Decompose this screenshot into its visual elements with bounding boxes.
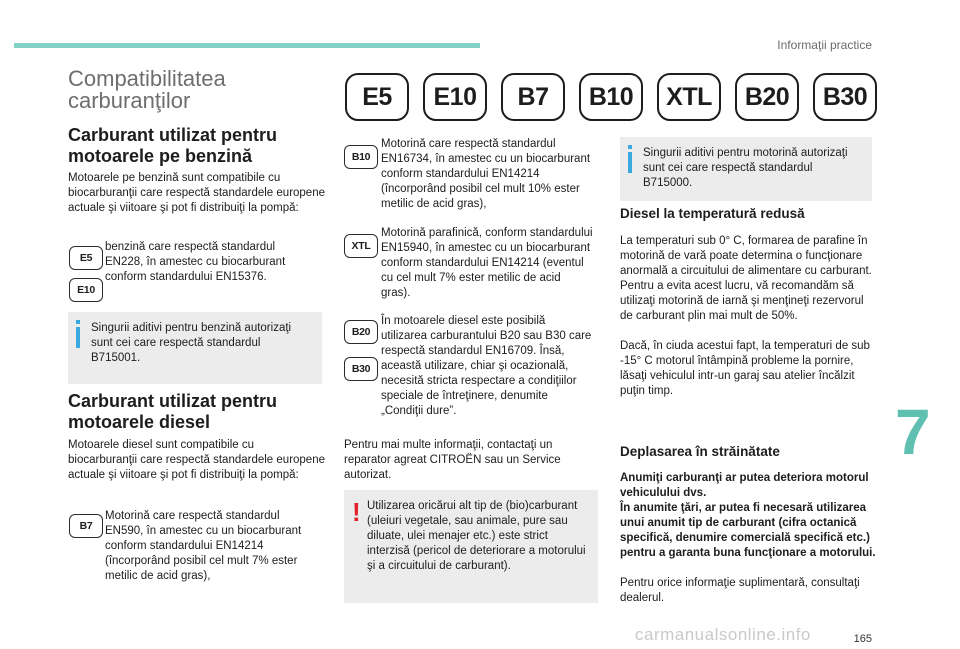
- watermark: carmanualsonline.info: [635, 625, 811, 644]
- warning-icon: !: [352, 497, 361, 527]
- petrol-additives-note: [68, 312, 322, 384]
- fuel-badge-b20: B20: [735, 73, 799, 121]
- petrol-additives-text: Singurii aditivi pentru benzină autorizaţi sunt cei care respectă standardul B715001.: [91, 322, 292, 364]
- info-icon: [628, 145, 632, 173]
- abroad-body: Pentru orice informaţie suplimentară, consultaţi dealerul.: [620, 577, 860, 604]
- diesel-intro: Motoarele diesel sunt compatibile cu biocarburanţii care respectă standardele europene actuale şi viitoare şi pot fi distribuiţi la pompă:: [68, 439, 325, 481]
- info-icon: [76, 320, 80, 348]
- header-accent-bar: [14, 43, 480, 48]
- diesel-additives-note: [620, 137, 872, 201]
- diesel-additives-text: Singurii aditivi pentru motorină autorizaţi sunt cei care respectă standardul B715000.: [643, 147, 848, 189]
- badge-e10: E10: [69, 278, 103, 302]
- biofuel-warning-text: Utilizarea oricărui alt tip de (bio)carburant (uleiuri vegetale, sau animale, pure sau diluate, ulei menajer etc.) este strict interzisă (pericol de deteriorare a motorului şi a circuitului de carburant).: [367, 500, 586, 572]
- page-title-line2: carburanţilor: [68, 88, 191, 113]
- fuel-badge-e5: E5: [345, 73, 409, 121]
- page-number: 165: [853, 633, 872, 645]
- page-title-line1: Compatibilitatea: [68, 66, 226, 91]
- section-title: Informaţii practice: [777, 38, 872, 52]
- cold-heading: Diesel la temperatură redusă: [620, 206, 805, 221]
- cold-body-1: La temperaturi sub 0° C, formarea de parafine în motorină de vară poate determina o funcţionare anormală a circuitului de alimentare cu carburant. Pentru a evita acest lucru, vă recomandăm să utilizaţi motorină de iarnă şi menţineţi rezervorul de carburant plin mai mult de 50%.: [620, 235, 872, 322]
- badge-xtl: XTL: [344, 234, 378, 258]
- badge-b20: B20: [344, 320, 378, 344]
- fuel-badge-xtl: XTL: [657, 73, 721, 121]
- diesel-heading-line2: motoarele diesel: [68, 412, 211, 432]
- biofuel-warning: [344, 490, 598, 603]
- fuel-badge-e10: E10: [423, 73, 487, 121]
- diesel-heading-line1: Carburant utilizat pentru: [68, 391, 278, 411]
- petrol-fuel-text: benzină care respectă standardul EN228, în amestec cu biocarburant conform standardului EN15376.: [105, 241, 286, 283]
- petrol-heading: [68, 125, 326, 167]
- fuel-badge-b10: B10: [579, 73, 643, 121]
- petrol-heading-line2: motoarele pe benzină: [68, 146, 253, 166]
- cold-body-2: Dacă, în ciuda acestui fapt, la temperaturi de sub -15° C motorul întâmpină probleme la pornire, lăsaţi vehiculul intr-un garaj sau atelier încălzit puţin timp.: [620, 340, 870, 397]
- diesel-xtl-text: Motorină parafinică, conform standardului EN15940, în amestec cu un biocarburant conform standardului EN14214 (eventul cu cel mult 7% ester metilic de acid gras).: [381, 227, 593, 299]
- petrol-intro: Motoarele pe benzină sunt compatibile cu biocarburanţii care respectă standardele europene actuale şi viitoare şi pot fi distribuiţi la pompă:: [68, 172, 325, 214]
- chapter-number: 7: [895, 396, 931, 468]
- diesel-b20-b30-text: În motoarele diesel este posibilă utilizarea carburantului B20 sau B30 care respectă standardul EN16709. Însă, această utilizare, chiar şi ocazională, necesită stricta respectare a condiţiilor speciale de întreţinere, denumite „Condiţii dure”.: [381, 315, 592, 417]
- badge-b7: B7: [69, 514, 103, 538]
- abroad-bold-1: Anumiţi carburanţi ar putea deteriora motorul vehiculului dvs.: [620, 472, 869, 499]
- page-title: [68, 68, 318, 112]
- diesel-heading: [68, 391, 326, 433]
- abroad-heading: Deplasarea în străinătate: [620, 444, 780, 459]
- fuel-badge-b30: B30: [813, 73, 877, 121]
- fuel-badge-b7: B7: [501, 73, 565, 121]
- abroad-bold-2: În anumite ţări, ar putea fi necesară utilizarea unui anumit tip de carburant (cifra octanică specifică, denumire comercială specifică etc.) pentru a garanta buna funcţionare a motorului.: [620, 502, 876, 559]
- badge-e5: E5: [69, 246, 103, 270]
- contact-text: Pentru mai multe informaţii, contactaţi un reparator agreat CITROËN sau un Service autorizat.: [344, 439, 561, 481]
- diesel-b7-text: Motorină care respectă standardul EN590, în amestec cu un biocarburant conform standardului EN14214 (încorporând posibil cel mult 7% ester metilic de acid gras),: [105, 510, 302, 582]
- badge-b30: B30: [344, 357, 378, 381]
- diesel-b10-text: Motorină care respectă standardul EN16734, în amestec cu un biocarburant conform standardului EN14214 (încorporând posibil cel mult 10% ester metilic de acid gras),: [381, 138, 591, 210]
- petrol-heading-line1: Carburant utilizat pentru: [68, 125, 278, 145]
- badge-b10: B10: [344, 145, 378, 169]
